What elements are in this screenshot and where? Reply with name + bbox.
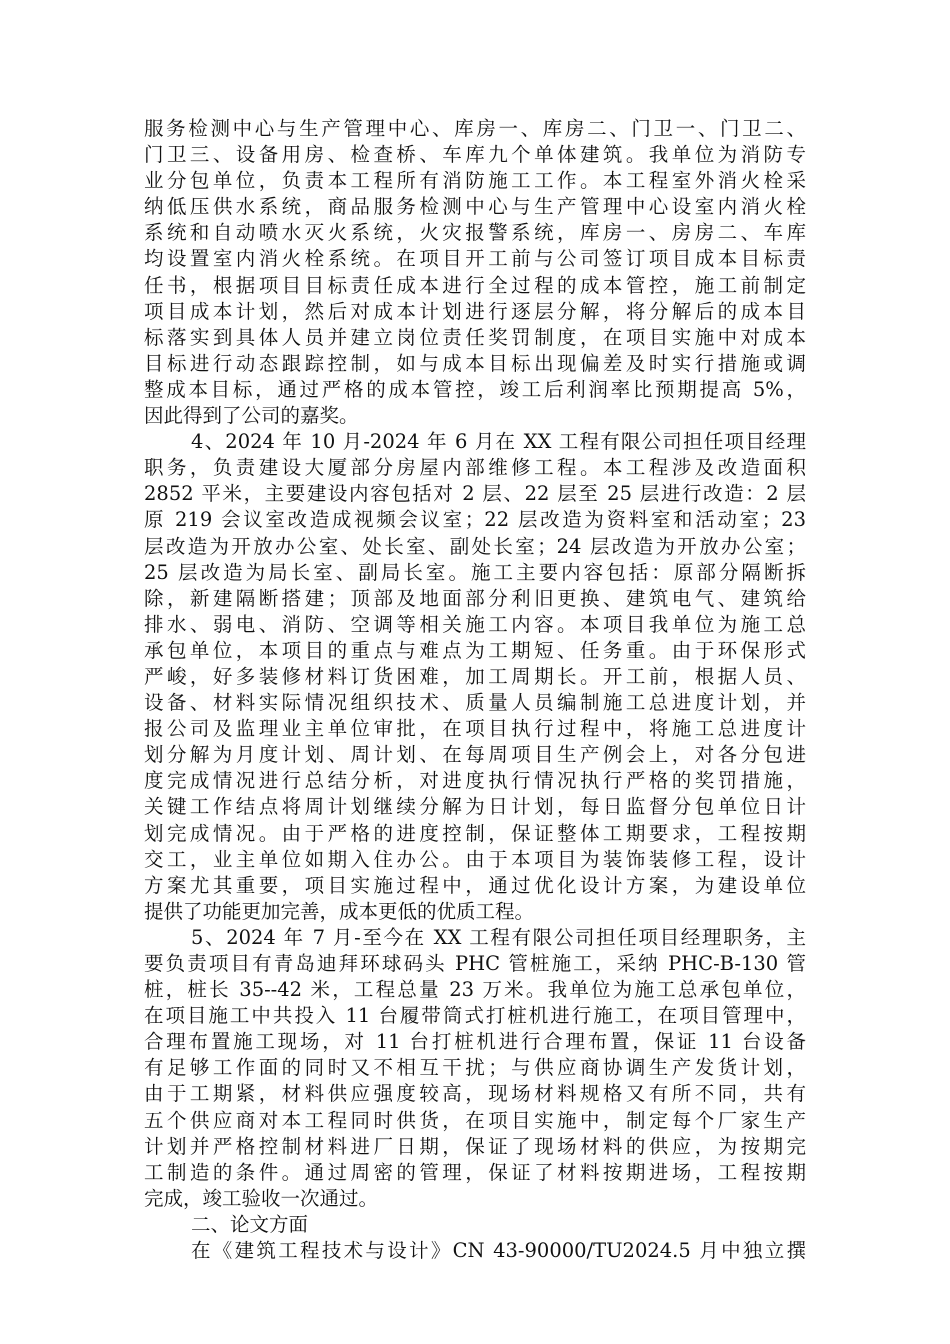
text-line: 严峻，好多装修材料订货困难，加工周期长。开工前，根据人员、: [144, 664, 806, 688]
text-line: 均设置室内消火栓系统。在项目开工前与公司签订项目成本目标责: [144, 247, 806, 271]
text-line: 五个供应商对本工程同时供货，在项目实施中，制定每个厂家生产: [144, 1108, 806, 1132]
text-line: 划分解为月度计划、周计划、在每周项目生产例会上，对各分包进: [144, 743, 806, 767]
paragraph-1: [144, 116, 806, 429]
text-line: 交工，业主单位如期入住办公。由于本项目为装饰装修工程，设计: [144, 847, 806, 871]
text-line: 由于工期紧，材料供应强度较高，现场材料规格又有所不同，共有: [144, 1082, 806, 1106]
text-line: 标落实到具体人员并建立岗位责任奖罚制度，在项目实施中对成本: [144, 325, 806, 349]
text-line: 原 219 会议室改造成视频会议室；22 层改造为资料室和活动室；23: [144, 508, 806, 532]
text-line: 承包单位，本项目的重点与难点为工期短、任务重。由于环保形式: [144, 638, 806, 662]
text-line: 整成本目标，通过严格的成本管控，竣工后利润率比预期提高 5%，: [144, 377, 806, 401]
text-line: 方案尤其重要，项目实施过程中，通过优化设计方案，为建设单位: [144, 873, 806, 897]
text-line: 系统和自动喷水灭火系统，火灾报警系统，库房一、房房二、车库: [144, 221, 806, 245]
text-line: 在项目施工中共投入 11 台履带筒式打桩机进行施工，在项目管理中，: [144, 1004, 806, 1028]
text-line: 合理布置施工现场，对 11 台打桩机进行合理布置，保证 11 台设备: [144, 1030, 806, 1054]
text-line: 任书，根据项目目标责任成本进行全过程的成本管控，施工前制定: [144, 273, 806, 297]
text-line: 设备、材料实际情况组织技术、质量人员编制施工总进度计划，并: [144, 691, 806, 715]
text-line: 5、2024 年 7 月-至今在 XX 工程有限公司担任项目经理职务，主: [191, 925, 806, 949]
text-line: 关键工作结点将周计划继续分解为日计划，每日监督分包单位日计: [144, 795, 806, 819]
text-line: 排水、弱电、消防、空调等相关施工内容。本项目我单位为施工总: [144, 612, 806, 636]
text-line: 计划并严格控制材料进厂日期，保证了现场材料的供应，为按期完: [144, 1134, 806, 1158]
text-line: 职务，负责建设大厦部分房屋内部维修工程。本工程涉及改造面积: [144, 456, 806, 480]
text-line: 提供了功能更加完善，成本更低的优质工程。: [144, 899, 535, 923]
text-line: 在《建筑工程技术与设计》CN 43-90000/TU2024.5 月中独立撰: [191, 1239, 806, 1263]
paragraph-2: [144, 429, 806, 925]
text-line: 完成，竣工验收一次通过。: [144, 1186, 379, 1210]
text-line: 纳低压供水系统，商品服务检测中心与生产管理中心设室内消火栓: [144, 195, 806, 219]
text-line: 工制造的条件。通过周密的管理，保证了材料按期进场，工程按期: [144, 1160, 806, 1184]
text-line: 业分包单位，负责本工程所有消防施工工作。本工程室外消火栓采: [144, 169, 806, 193]
text-line: 报公司及监理业主单位审批，在项目执行过程中，将施工总进度计: [144, 717, 806, 741]
text-line: 25 层改造为局长室、副局长室。施工主要内容包括：原部分隔断拆: [144, 560, 806, 584]
text-line: 要负责项目有青岛迪拜环球码头 PHC 管桩施工，采纳 PHC-B-130 管: [144, 952, 806, 975]
paragraph-5: [144, 1238, 806, 1264]
text-line: 项目成本计划，然后对成本计划进行逐层分解，将分解后的成本目: [144, 299, 806, 323]
text-line: 层改造为开放办公室、处长室、副处长室；24 层改造为开放办公室；: [144, 534, 806, 558]
text-line: 桩，桩长 35--42 米，工程总量 23 万米。我单位为施工总承包单位，: [144, 978, 806, 1002]
document-page: [144, 116, 806, 1264]
text-line: 因此得到了公司的嘉奖。: [144, 404, 359, 428]
paragraph-3: [144, 925, 806, 1212]
text-line: 目标进行动态跟踪控制，如与成本目标出现偏差及时实行措施或调: [144, 351, 806, 375]
text-line: 除，新建隔断搭建；顶部及地面部分利旧更换、建筑电气、建筑给: [144, 586, 806, 610]
text-line: 门卫三、设备用房、检查桥、车库九个单体建筑。我单位为消防专: [144, 143, 806, 167]
text-line: 有足够工作面的同时又不相互干扰；与供应商协调生产发货计划，: [144, 1056, 806, 1080]
text-line: 4、2024 年 10 月-2024 年 6 月在 XX 工程有限公司担任项目经理: [191, 430, 806, 454]
text-line: 服务检测中心与生产管理中心、库房一、库房二、门卫一、门卫二、: [144, 117, 806, 140]
text-line: 划完成情况。由于严格的进度控制，保证整体工期要求，工程按期: [144, 821, 806, 845]
text-line: 度完成情况进行总结分析，对进度执行情况执行严格的奖罚措施，: [144, 769, 806, 793]
section-heading: [144, 1212, 806, 1238]
text-line: 2852 平米，主要建设内容包括对 2 层、22 层至 25 层进行改造：2 层: [144, 482, 806, 506]
section-heading-text: 二、论文方面: [191, 1212, 309, 1236]
